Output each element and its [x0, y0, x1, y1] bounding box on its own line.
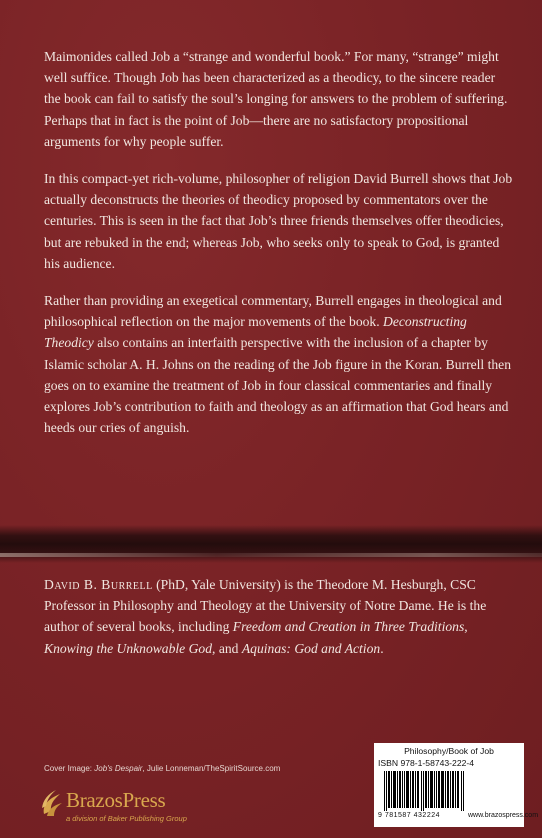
publisher-name: BrazosPress: [66, 788, 166, 812]
bio-end: .: [380, 640, 384, 656]
cover-image-credit: [44, 764, 280, 773]
publisher-url: www.brazospress.com: [468, 812, 539, 819]
credit-title: Job's Despair: [94, 764, 143, 773]
bio-book-1: Freedom and Creation in Three Traditions: [232, 619, 465, 635]
barcode-digits: 9 781587 432224: [378, 812, 440, 819]
barcode-panel: [374, 743, 539, 827]
publisher-subtitle: a division of Baker Publishing Group: [66, 814, 187, 823]
blurb-paragraph-3: [44, 290, 514, 438]
blurb-paragraph-2: In this compact-yet rich-volume, philosopher of religion David Burrell shows that Job actually deconstructs the theories of theodicy proposed by commentators over the centuries. This is seen in the fact that Job’s three friends themselves offer theodicies, but are rebuked in the end; whereas Job, who seeks only to speak to God, is granted his audience.: [44, 171, 513, 271]
bio-sep-2: , and: [212, 640, 242, 656]
author-name: David B. Burrell: [44, 577, 153, 592]
bio-sep-1: ,: [464, 619, 468, 635]
book-category: Philosophy/Book of Job: [404, 746, 494, 756]
isbn-label: ISBN 978-1-58743-222-4: [378, 758, 475, 768]
blurb-p3-end: also contains an interfaith perspective with the inclusion of a chapter by Islamic scholar A. H. Johns on the reading of the Job figure in the Koran. Burrell then goes on to examine the treatment of Job in four classical commentaries and finally explores Job’s contribution to faith and theology as an affirmation that God hears and heeds our cries of anguish.: [44, 335, 511, 436]
stripe-highlight: [0, 553, 542, 557]
bio-text: (PhD, Yale University) is the Theodore M. Hesburgh, CSC Professor in Philosophy and Theology at the University of Notre Dame. He is the author of several books, including: [44, 577, 487, 635]
cover-blurb: [44, 46, 514, 454]
dark-stripe-divider: [0, 525, 542, 563]
credit-suffix: , Julie Lonneman/TheSpiritSource.com: [142, 764, 281, 773]
bio-book-3: Aquinas: God and Action: [241, 640, 381, 656]
blurb-paragraph-1: Maimonides called Job a “strange and wonderful book.” For many, “strange” might well suffice. Though Job has been characterized as a theodicy, to the sincere reader the book can fail to satisfy the soul’s longing for answers to the problem of suffering. Perhaps that in fact is the point of Job—there are no satisfactory propositional arguments for why people suffer.: [44, 49, 508, 149]
bio-book-2: Knowing the Unknowable God: [44, 640, 213, 656]
blurb-p3-start: Rather than providing an exegetical commentary, Burrell engages in theological and philosophical reflection on the major movements of the book.: [44, 293, 502, 330]
barcode-graphic: [384, 771, 464, 811]
publisher-mark-icon: [40, 788, 64, 818]
author-bio: [44, 574, 519, 659]
credit-prefix: Cover Image:: [44, 764, 95, 773]
book-title: Deconstructing Theodicy: [44, 314, 467, 351]
publisher-logo: [40, 782, 240, 832]
